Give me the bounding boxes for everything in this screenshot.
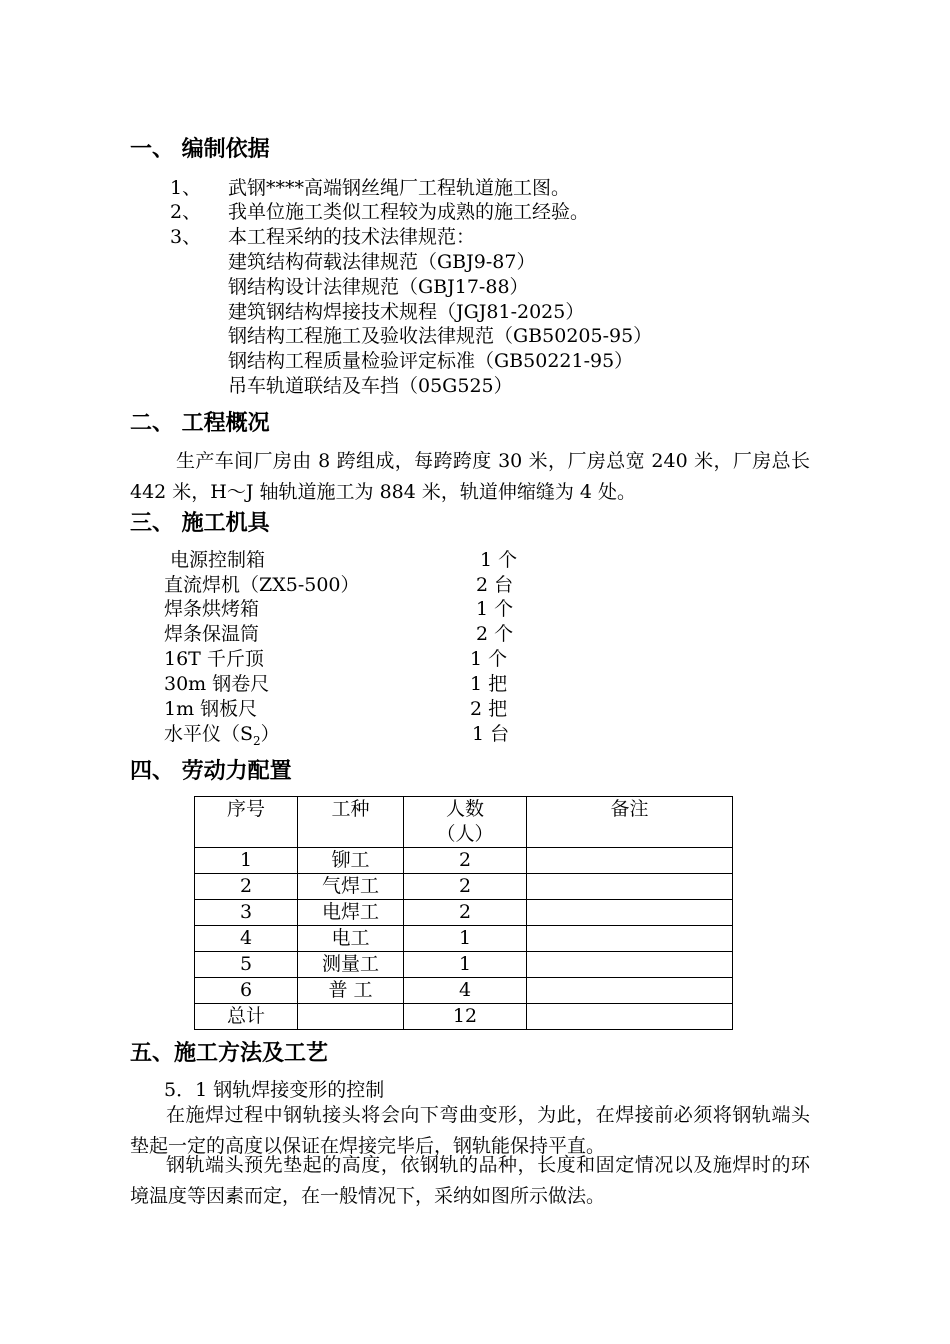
table-row [195,978,733,1004]
table-row [195,900,733,926]
cell: 3 [195,900,298,926]
tool-quantity: 1 个 [480,549,518,571]
table-row [195,952,733,978]
tool-name: 直流焊机（ZX5-500） [164,574,360,596]
tool-name: 电源控制箱 [170,549,266,571]
standard-item: 吊车轨道联结及车挡（05G525） [228,375,513,397]
tool-quantity: 1 把 [470,673,508,695]
overview-paragraph: 生产车间厂房由 8 跨组成，每跨跨度 30 米，厂房总宽 240 米，厂房总长 442 米，H～J 轴轨道施工为 884 米，轨道伸缩缝为 4 处。 [130,450,810,503]
table-header-row [195,797,733,848]
cell: 气焊工 [298,874,404,900]
cell: 2 [404,900,527,926]
method-paragraph-2: 钢轨端头预先垫起的高度，依钢轨的品种，长度和固定情况以及施焊时的环境温度等因素而定，在一般情况下，采纳如图所示做法。 [130,1154,810,1207]
header-cell: 工种 [298,797,404,848]
cell: 电工 [298,926,404,952]
cell [527,952,733,978]
method-paragraph-1: 在施焊过程中钢轨接头将会向下弯曲变形，为此，在焊接前必须将钢轨端头垫起一定的高度以保证在焊接完毕后，钢轨能保持平直。 [130,1104,810,1157]
cell: 2 [195,874,298,900]
cell [527,874,733,900]
tool-name: 焊条烘烤箱 [164,598,260,620]
tool-quantity: 1 台 [472,723,510,745]
table-total-row [195,1004,733,1030]
cell [527,926,733,952]
list-item-text: 本工程采纳的技术法律规范： [228,226,476,248]
standard-item: 建筑结构荷载法律规范（GBJ9-87） [228,251,536,273]
cell [298,1004,404,1030]
cell [527,900,733,926]
cell: 5 [195,952,298,978]
tool-name: 30m 钢卷尺 [164,673,270,695]
tool-name: 焊条保温筒 [164,623,260,645]
list-item-number: 3、 [170,226,202,248]
section-2-title: 二、 工程概况 [130,411,270,436]
cell: 电焊工 [298,900,404,926]
cell: 2 [404,848,527,874]
tool-quantity: 2 把 [470,698,508,720]
header-cell: 人数 （人） [404,797,527,848]
cell: 1 [195,848,298,874]
cell: 总计 [195,1004,298,1030]
tool-name: 1m 钢板尺 [164,698,258,720]
list-item-number: 1、 [170,177,202,199]
standard-item: 钢结构工程质量检验评定标准（GB50221-95） [228,350,634,372]
section-1-title: 一、 编制依据 [130,137,270,162]
cell [527,1004,733,1030]
standard-item: 钢结构工程施工及验收法律规范（GB50205-95） [228,325,653,347]
cell: 普 工 [298,978,404,1004]
section-3-title: 三、 施工机具 [130,511,270,536]
list-item-text: 武钢****高端钢丝绳厂工程轨道施工图。 [228,177,571,199]
tool-quantity: 1 个 [470,648,508,670]
list-item-number: 2、 [170,201,202,223]
header-cell: 序号 [195,797,298,848]
cell: 测量工 [298,952,404,978]
cell: 12 [404,1004,527,1030]
tool-quantity: 1 个 [476,598,514,620]
standard-item: 建筑钢结构焊接技术规程（JGJ81-2025） [228,301,585,323]
cell: 1 [404,952,527,978]
cell: 4 [195,926,298,952]
tool-name: 水平仪$(S_2)$ [164,723,280,748]
tool-quantity: 2 个 [476,623,514,645]
cell: 2 [404,874,527,900]
cell: 铆工 [298,848,404,874]
table-row [195,874,733,900]
tool-quantity: 2 台 [476,574,514,596]
table-row [195,848,733,874]
cell [527,978,733,1004]
cell: 4 [404,978,527,1004]
labor-table [194,796,733,1030]
section-5-title: 五、施工方法及工艺 [130,1041,329,1066]
list-item-text: 我单位施工类似工程较为成熟的施工经验。 [228,201,590,223]
standard-item: 钢结构设计法律规范（GBJ17-88） [228,276,529,298]
table-row [195,926,733,952]
header-cell: 备注 [527,797,733,848]
cell: 6 [195,978,298,1004]
subsection-title: 5．1 钢轨焊接变形的控制 [164,1079,385,1101]
tool-name: 16T 千斤顶 [164,648,264,670]
cell: 1 [404,926,527,952]
section-4-title: 四、 劳动力配置 [130,759,292,784]
cell [527,848,733,874]
